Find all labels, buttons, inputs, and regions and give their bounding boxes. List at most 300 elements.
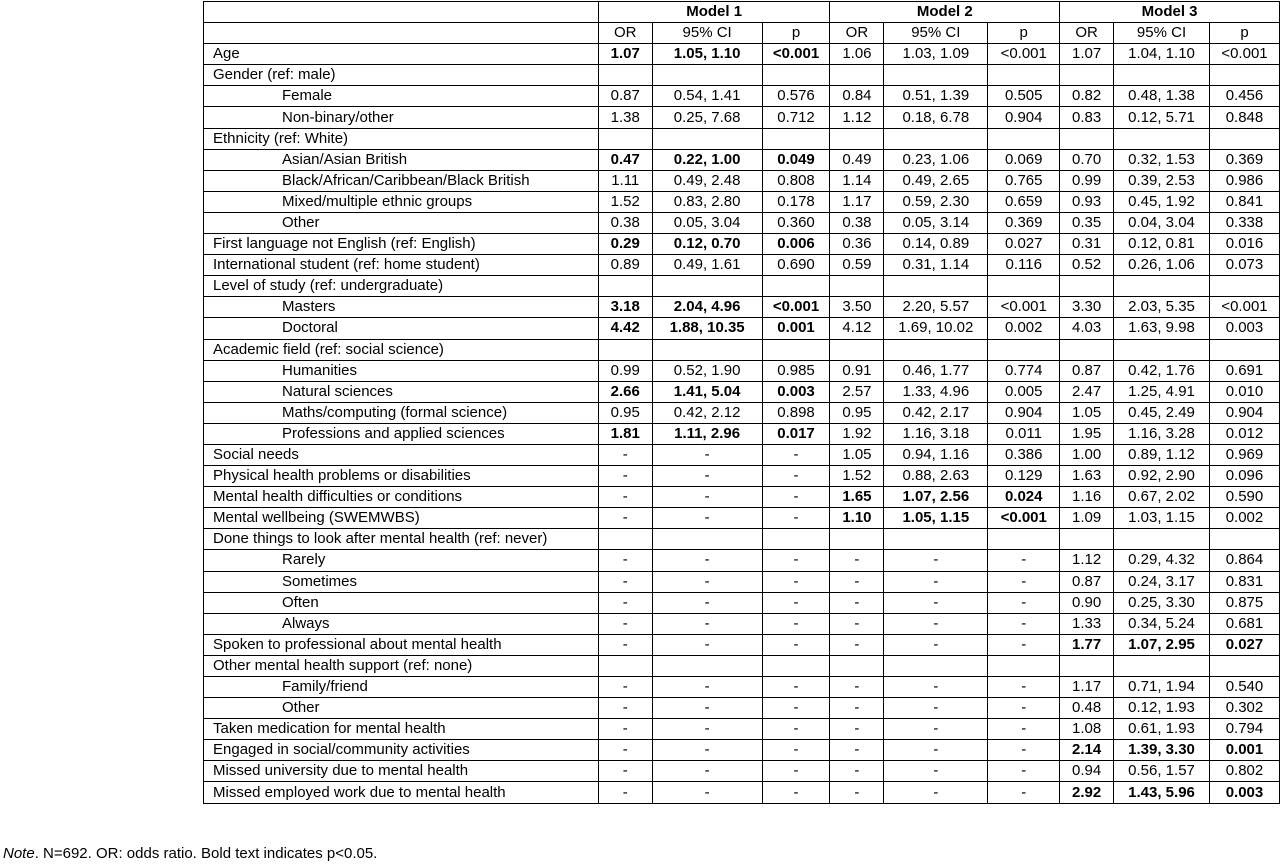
model-2-p-cell — [988, 128, 1060, 149]
model-1-ci-cell: 0.52, 1.90 — [652, 360, 762, 381]
model-3-p-cell — [1209, 276, 1279, 297]
model-2-p-cell: 0.505 — [988, 86, 1060, 107]
model-2-p-cell: 0.129 — [988, 466, 1060, 487]
table-row — [204, 719, 1280, 740]
model-2-ci-cell: - — [884, 634, 988, 655]
model-1-or-cell: 2.66 — [598, 381, 652, 402]
model-3-p-cell: 0.010 — [1209, 381, 1279, 402]
model-3-ci-cell: 1.39, 3.30 — [1114, 740, 1210, 761]
model-3-ci-cell: 0.12, 0.81 — [1114, 234, 1210, 255]
model-1-or-cell: 3.18 — [598, 297, 652, 318]
model-1-or-cell: - — [598, 761, 652, 782]
table-row — [204, 234, 1280, 255]
model-1-p-cell: 0.360 — [762, 212, 830, 233]
model-2-p-cell: 0.002 — [988, 318, 1060, 339]
model-1-ci-cell — [652, 128, 762, 149]
model-1-ci-cell: - — [652, 487, 762, 508]
model-2-or-cell — [830, 65, 884, 86]
model-1-or-cell: 0.89 — [598, 255, 652, 276]
model-2-p-cell: 0.005 — [988, 381, 1060, 402]
model-3-p-cell: 0.003 — [1209, 782, 1279, 803]
model-3-p-cell: 0.338 — [1209, 212, 1279, 233]
model-1-ci-cell: 0.49, 1.61 — [652, 255, 762, 276]
model-1-ci-cell: - — [652, 466, 762, 487]
model-2-p-cell: <0.001 — [988, 508, 1060, 529]
table-row — [204, 170, 1280, 191]
model-1-ci-cell: 0.83, 2.80 — [652, 191, 762, 212]
or-header: OR — [598, 23, 652, 44]
model-3-ci-cell: 1.07, 2.95 — [1114, 634, 1210, 655]
model-3-p-cell: <0.001 — [1209, 297, 1279, 318]
note-prefix: Note — [3, 845, 35, 862]
model-3-or-cell: 2.92 — [1060, 782, 1114, 803]
model-1-p-cell: - — [762, 592, 830, 613]
model-2-or-cell: 1.12 — [830, 107, 884, 128]
row-label: Physical health problems or disabilities — [204, 466, 599, 487]
model-1-ci-cell: - — [652, 550, 762, 571]
model-2-ci-cell — [884, 339, 988, 360]
model-3-p-cell: 0.986 — [1209, 170, 1279, 191]
table-row — [204, 466, 1280, 487]
model-1-p-cell: 0.985 — [762, 360, 830, 381]
model-1-ci-cell: 0.05, 3.04 — [652, 212, 762, 233]
model-2-ci-cell: - — [884, 571, 988, 592]
table-row — [204, 339, 1280, 360]
model-3-or-cell — [1060, 65, 1114, 86]
model-2-p-cell: - — [988, 698, 1060, 719]
model-1-or-cell: - — [598, 634, 652, 655]
model-3-ci-cell: 1.25, 4.91 — [1114, 381, 1210, 402]
model-2-ci-cell: 2.20, 5.57 — [884, 297, 988, 318]
model-2-p-cell: - — [988, 761, 1060, 782]
model-2-or-cell: 0.95 — [830, 402, 884, 423]
model-2-or-cell: 1.10 — [830, 508, 884, 529]
model-2-p-cell: - — [988, 571, 1060, 592]
model-1-p-cell: - — [762, 487, 830, 508]
model-2-header: Model 2 — [830, 2, 1060, 23]
model-3-ci-cell: 0.34, 5.24 — [1114, 613, 1210, 634]
row-label: Academic field (ref: social science) — [204, 339, 599, 360]
model-3-ci-cell: 0.45, 1.92 — [1114, 191, 1210, 212]
model-3-p-cell — [1209, 128, 1279, 149]
model-2-or-cell: - — [830, 677, 884, 698]
model-1-p-cell: - — [762, 508, 830, 529]
model-3-or-cell: 0.87 — [1060, 571, 1114, 592]
row-label: Rarely — [204, 550, 599, 571]
model-2-p-cell: 0.774 — [988, 360, 1060, 381]
model-1-or-cell: 1.11 — [598, 170, 652, 191]
model-2-ci-cell: 0.14, 0.89 — [884, 234, 988, 255]
model-3-or-cell: 4.03 — [1060, 318, 1114, 339]
model-3-ci-cell: 0.04, 3.04 — [1114, 212, 1210, 233]
table-row — [204, 402, 1280, 423]
model-1-p-cell: - — [762, 677, 830, 698]
table-row — [204, 44, 1280, 65]
table-row — [204, 613, 1280, 634]
model-1-p-cell: - — [762, 698, 830, 719]
model-3-ci-cell: 2.03, 5.35 — [1114, 297, 1210, 318]
model-3-or-cell: 0.35 — [1060, 212, 1114, 233]
model-1-ci-cell: - — [652, 719, 762, 740]
model-3-p-cell: 0.904 — [1209, 402, 1279, 423]
model-2-ci-cell: 0.94, 1.16 — [884, 444, 988, 465]
model-3-p-cell — [1209, 655, 1279, 676]
model-2-ci-cell: 0.23, 1.06 — [884, 149, 988, 170]
model-1-or-cell — [598, 276, 652, 297]
model-3-ci-cell: 1.03, 1.15 — [1114, 508, 1210, 529]
model-3-or-cell: 0.87 — [1060, 360, 1114, 381]
model-1-or-cell: - — [598, 508, 652, 529]
model-2-ci-cell: - — [884, 698, 988, 719]
model-3-ci-cell: 0.12, 1.93 — [1114, 698, 1210, 719]
model-1-p-cell — [762, 655, 830, 676]
model-1-ci-cell: 0.54, 1.41 — [652, 86, 762, 107]
model-2-or-cell: 2.57 — [830, 381, 884, 402]
model-3-p-cell: 0.875 — [1209, 592, 1279, 613]
model-1-p-cell: 0.712 — [762, 107, 830, 128]
model-2-p-cell: 0.904 — [988, 107, 1060, 128]
row-label: Non-binary/other — [204, 107, 599, 128]
model-3-ci-cell: 0.42, 1.76 — [1114, 360, 1210, 381]
model-3-ci-cell — [1114, 655, 1210, 676]
model-1-p-cell: - — [762, 719, 830, 740]
model-1-ci-cell: 0.22, 1.00 — [652, 149, 762, 170]
model-2-p-cell: <0.001 — [988, 44, 1060, 65]
model-2-p-cell: 0.069 — [988, 149, 1060, 170]
model-2-p-cell: - — [988, 740, 1060, 761]
model-2-ci-cell: 0.42, 2.17 — [884, 402, 988, 423]
model-1-ci-cell: 0.12, 0.70 — [652, 234, 762, 255]
model-2-ci-cell: - — [884, 761, 988, 782]
row-label: Doctoral — [204, 318, 599, 339]
table-row — [204, 740, 1280, 761]
model-1-p-cell: - — [762, 740, 830, 761]
model-2-ci-cell: 0.05, 3.14 — [884, 212, 988, 233]
model-3-p-cell: 0.848 — [1209, 107, 1279, 128]
model-1-or-cell: - — [598, 487, 652, 508]
table-row — [204, 423, 1280, 444]
model-2-or-cell: - — [830, 613, 884, 634]
model-3-p-cell: 0.540 — [1209, 677, 1279, 698]
table-row — [204, 128, 1280, 149]
row-label: Level of study (ref: undergraduate) — [204, 276, 599, 297]
model-1-p-cell: 0.001 — [762, 318, 830, 339]
model-1-or-cell: 0.95 — [598, 402, 652, 423]
model-1-or-cell — [598, 65, 652, 86]
model-2-or-cell: - — [830, 698, 884, 719]
model-2-p-cell: - — [988, 677, 1060, 698]
row-label: Missed employed work due to mental health — [204, 782, 599, 803]
model-3-ci-cell: 0.12, 5.71 — [1114, 107, 1210, 128]
model-3-ci-cell: 0.25, 3.30 — [1114, 592, 1210, 613]
model-3-p-cell: 0.590 — [1209, 487, 1279, 508]
model-1-ci-cell: 0.42, 2.12 — [652, 402, 762, 423]
model-2-ci-cell: 1.03, 1.09 — [884, 44, 988, 65]
model-1-ci-cell: - — [652, 613, 762, 634]
model-2-ci-cell: 0.59, 2.30 — [884, 191, 988, 212]
row-label: Gender (ref: male) — [204, 65, 599, 86]
row-label: Professions and applied sciences — [204, 423, 599, 444]
model-1-ci-cell: 2.04, 4.96 — [652, 297, 762, 318]
model-1-or-cell: - — [598, 740, 652, 761]
note-text: . N=692. OR: odds ratio. Bold text indicates p<0.05. — [34, 845, 378, 862]
model-3-or-cell: 1.17 — [1060, 677, 1114, 698]
model-3-p-cell: 0.691 — [1209, 360, 1279, 381]
model-3-p-cell — [1209, 529, 1279, 550]
table-row — [204, 297, 1280, 318]
model-1-p-cell: - — [762, 761, 830, 782]
model-3-or-cell — [1060, 339, 1114, 360]
model-1-or-cell: 0.47 — [598, 149, 652, 170]
table-row — [204, 487, 1280, 508]
row-label: Female — [204, 86, 599, 107]
model-1-or-cell: - — [598, 466, 652, 487]
table-row — [204, 529, 1280, 550]
model-3-ci-cell: 0.67, 2.02 — [1114, 487, 1210, 508]
model-3-ci-cell: 0.56, 1.57 — [1114, 761, 1210, 782]
model-3-ci-cell: 0.26, 1.06 — [1114, 255, 1210, 276]
model-1-ci-cell — [652, 529, 762, 550]
model-1-or-cell: - — [598, 592, 652, 613]
model-2-p-cell: 0.386 — [988, 444, 1060, 465]
model-1-or-cell: - — [598, 782, 652, 803]
model-3-p-cell: 0.073 — [1209, 255, 1279, 276]
model-1-ci-cell: - — [652, 444, 762, 465]
model-2-p-cell: - — [988, 719, 1060, 740]
model-1-p-cell: - — [762, 782, 830, 803]
model-2-p-cell: - — [988, 634, 1060, 655]
row-label: Engaged in social/community activities — [204, 740, 599, 761]
model-1-p-cell — [762, 339, 830, 360]
model-1-or-cell: - — [598, 571, 652, 592]
table-row — [204, 571, 1280, 592]
model-2-or-cell: 1.65 — [830, 487, 884, 508]
model-1-or-cell: 1.07 — [598, 44, 652, 65]
ci-header: 95% CI — [1114, 23, 1210, 44]
model-2-ci-cell — [884, 128, 988, 149]
p-header: p — [988, 23, 1060, 44]
model-3-p-cell: 0.096 — [1209, 466, 1279, 487]
regression-table — [203, 1, 1280, 804]
row-label: Taken medication for mental health — [204, 719, 599, 740]
model-3-or-cell: 0.31 — [1060, 234, 1114, 255]
model-3-ci-cell: 0.71, 1.94 — [1114, 677, 1210, 698]
subheader-row — [204, 23, 1280, 44]
table-row — [204, 508, 1280, 529]
model-1-ci-cell: - — [652, 782, 762, 803]
model-3-or-cell: 1.12 — [1060, 550, 1114, 571]
model-2-ci-cell — [884, 529, 988, 550]
model-2-or-cell: 0.59 — [830, 255, 884, 276]
model-2-p-cell: 0.116 — [988, 255, 1060, 276]
row-label: Always — [204, 613, 599, 634]
model-3-or-cell: 0.70 — [1060, 149, 1114, 170]
model-1-ci-cell — [652, 276, 762, 297]
row-label: Missed university due to mental health — [204, 761, 599, 782]
row-label: Humanities — [204, 360, 599, 381]
table-row — [204, 592, 1280, 613]
row-label: Mental health difficulties or conditions — [204, 487, 599, 508]
model-2-or-cell — [830, 339, 884, 360]
model-2-ci-cell: - — [884, 719, 988, 740]
model-1-ci-cell: - — [652, 677, 762, 698]
model-1-p-cell: - — [762, 634, 830, 655]
model-3-ci-cell: 1.63, 9.98 — [1114, 318, 1210, 339]
row-label: Asian/Asian British — [204, 149, 599, 170]
model-2-or-cell: 1.17 — [830, 191, 884, 212]
model-1-or-cell: 1.52 — [598, 191, 652, 212]
model-1-p-cell: - — [762, 444, 830, 465]
model-3-p-cell: 0.456 — [1209, 86, 1279, 107]
model-1-ci-cell: 1.11, 2.96 — [652, 423, 762, 444]
header-blank-cell — [204, 2, 599, 23]
model-2-ci-cell: - — [884, 613, 988, 634]
model-2-or-cell: 0.49 — [830, 149, 884, 170]
model-3-or-cell: 1.33 — [1060, 613, 1114, 634]
model-2-ci-cell: 0.51, 1.39 — [884, 86, 988, 107]
model-2-or-cell: 0.84 — [830, 86, 884, 107]
model-2-p-cell: 0.369 — [988, 212, 1060, 233]
model-2-or-cell: 0.91 — [830, 360, 884, 381]
model-3-ci-cell — [1114, 128, 1210, 149]
model-1-ci-cell: - — [652, 508, 762, 529]
model-3-ci-cell: 0.29, 4.32 — [1114, 550, 1210, 571]
table-row — [204, 65, 1280, 86]
row-label: Other — [204, 212, 599, 233]
model-1-ci-cell — [652, 339, 762, 360]
table-row — [204, 360, 1280, 381]
table-row — [204, 782, 1280, 803]
model-1-ci-cell: - — [652, 571, 762, 592]
model-2-ci-cell: 1.69, 10.02 — [884, 318, 988, 339]
model-2-or-cell: - — [830, 550, 884, 571]
model-1-or-cell — [598, 339, 652, 360]
model-3-p-cell — [1209, 339, 1279, 360]
row-label: Other mental health support (ref: none) — [204, 655, 599, 676]
model-3-or-cell — [1060, 128, 1114, 149]
model-3-ci-cell: 0.39, 2.53 — [1114, 170, 1210, 191]
table-row — [204, 212, 1280, 233]
model-3-ci-cell: 1.43, 5.96 — [1114, 782, 1210, 803]
model-2-or-cell: 0.36 — [830, 234, 884, 255]
model-1-p-cell: 0.178 — [762, 191, 830, 212]
model-3-p-cell: 0.864 — [1209, 550, 1279, 571]
model-2-ci-cell: 1.16, 3.18 — [884, 423, 988, 444]
model-3-p-cell: 0.027 — [1209, 634, 1279, 655]
model-2-p-cell — [988, 65, 1060, 86]
model-3-or-cell: 1.09 — [1060, 508, 1114, 529]
regression-table-container — [203, 1, 1280, 804]
row-label: Ethnicity (ref: White) — [204, 128, 599, 149]
model-3-p-cell: 0.002 — [1209, 508, 1279, 529]
ci-header: 95% CI — [652, 23, 762, 44]
model-2-p-cell: - — [988, 782, 1060, 803]
row-label: Age — [204, 44, 599, 65]
table-row — [204, 677, 1280, 698]
table-row — [204, 191, 1280, 212]
model-3-p-cell: 0.969 — [1209, 444, 1279, 465]
model-3-or-cell — [1060, 655, 1114, 676]
model-3-or-cell: 0.90 — [1060, 592, 1114, 613]
model-3-p-cell: 0.003 — [1209, 318, 1279, 339]
row-label: Other — [204, 698, 599, 719]
model-1-or-cell: 1.81 — [598, 423, 652, 444]
p-header: p — [1209, 23, 1279, 44]
table-row — [204, 655, 1280, 676]
model-2-p-cell: 0.765 — [988, 170, 1060, 191]
model-2-ci-cell — [884, 655, 988, 676]
model-2-ci-cell: 1.33, 4.96 — [884, 381, 988, 402]
model-3-ci-cell: 0.45, 2.49 — [1114, 402, 1210, 423]
subheader-blank-cell — [204, 23, 599, 44]
model-2-or-cell: - — [830, 719, 884, 740]
model-3-p-cell: 0.831 — [1209, 571, 1279, 592]
row-label: Masters — [204, 297, 599, 318]
ci-header: 95% CI — [884, 23, 988, 44]
table-row — [204, 107, 1280, 128]
model-1-p-cell: - — [762, 466, 830, 487]
model-3-or-cell: 1.07 — [1060, 44, 1114, 65]
model-2-or-cell: 1.14 — [830, 170, 884, 191]
model-1-or-cell — [598, 529, 652, 550]
model-2-or-cell: - — [830, 634, 884, 655]
row-label: Sometimes — [204, 571, 599, 592]
model-2-ci-cell: - — [884, 550, 988, 571]
model-3-header: Model 3 — [1060, 2, 1280, 23]
model-1-ci-cell — [652, 655, 762, 676]
row-label: Done things to look after mental health (ref: never) — [204, 529, 599, 550]
row-label: Often — [204, 592, 599, 613]
model-2-or-cell: - — [830, 740, 884, 761]
model-1-p-cell: - — [762, 550, 830, 571]
model-2-p-cell: 0.659 — [988, 191, 1060, 212]
model-1-ci-cell: 1.88, 10.35 — [652, 318, 762, 339]
model-1-ci-cell: - — [652, 740, 762, 761]
model-3-or-cell: 0.48 — [1060, 698, 1114, 719]
model-1-p-cell — [762, 128, 830, 149]
model-2-ci-cell: 0.49, 2.65 — [884, 170, 988, 191]
model-1-or-cell: - — [598, 613, 652, 634]
or-header: OR — [1060, 23, 1114, 44]
model-1-ci-cell: 0.25, 7.68 — [652, 107, 762, 128]
row-label: Natural sciences — [204, 381, 599, 402]
model-1-p-cell: 0.690 — [762, 255, 830, 276]
model-1-or-cell: - — [598, 444, 652, 465]
model-3-p-cell: 0.012 — [1209, 423, 1279, 444]
model-1-p-cell: 0.898 — [762, 402, 830, 423]
model-2-or-cell: - — [830, 592, 884, 613]
model-3-p-cell: 0.369 — [1209, 149, 1279, 170]
model-2-p-cell — [988, 655, 1060, 676]
model-2-p-cell: 0.027 — [988, 234, 1060, 255]
model-2-p-cell — [988, 339, 1060, 360]
model-2-ci-cell: - — [884, 677, 988, 698]
model-3-p-cell: 0.302 — [1209, 698, 1279, 719]
model-1-or-cell: 4.42 — [598, 318, 652, 339]
model-1-p-cell: 0.049 — [762, 149, 830, 170]
model-2-or-cell: - — [830, 782, 884, 803]
table-row — [204, 550, 1280, 571]
model-3-ci-cell — [1114, 339, 1210, 360]
model-1-or-cell: 0.99 — [598, 360, 652, 381]
model-2-ci-cell: - — [884, 782, 988, 803]
model-3-or-cell: 0.83 — [1060, 107, 1114, 128]
model-3-or-cell: 2.47 — [1060, 381, 1114, 402]
model-1-ci-cell: 0.49, 2.48 — [652, 170, 762, 191]
model-1-or-cell: - — [598, 677, 652, 698]
model-2-or-cell: - — [830, 761, 884, 782]
model-header-row — [204, 2, 1280, 23]
